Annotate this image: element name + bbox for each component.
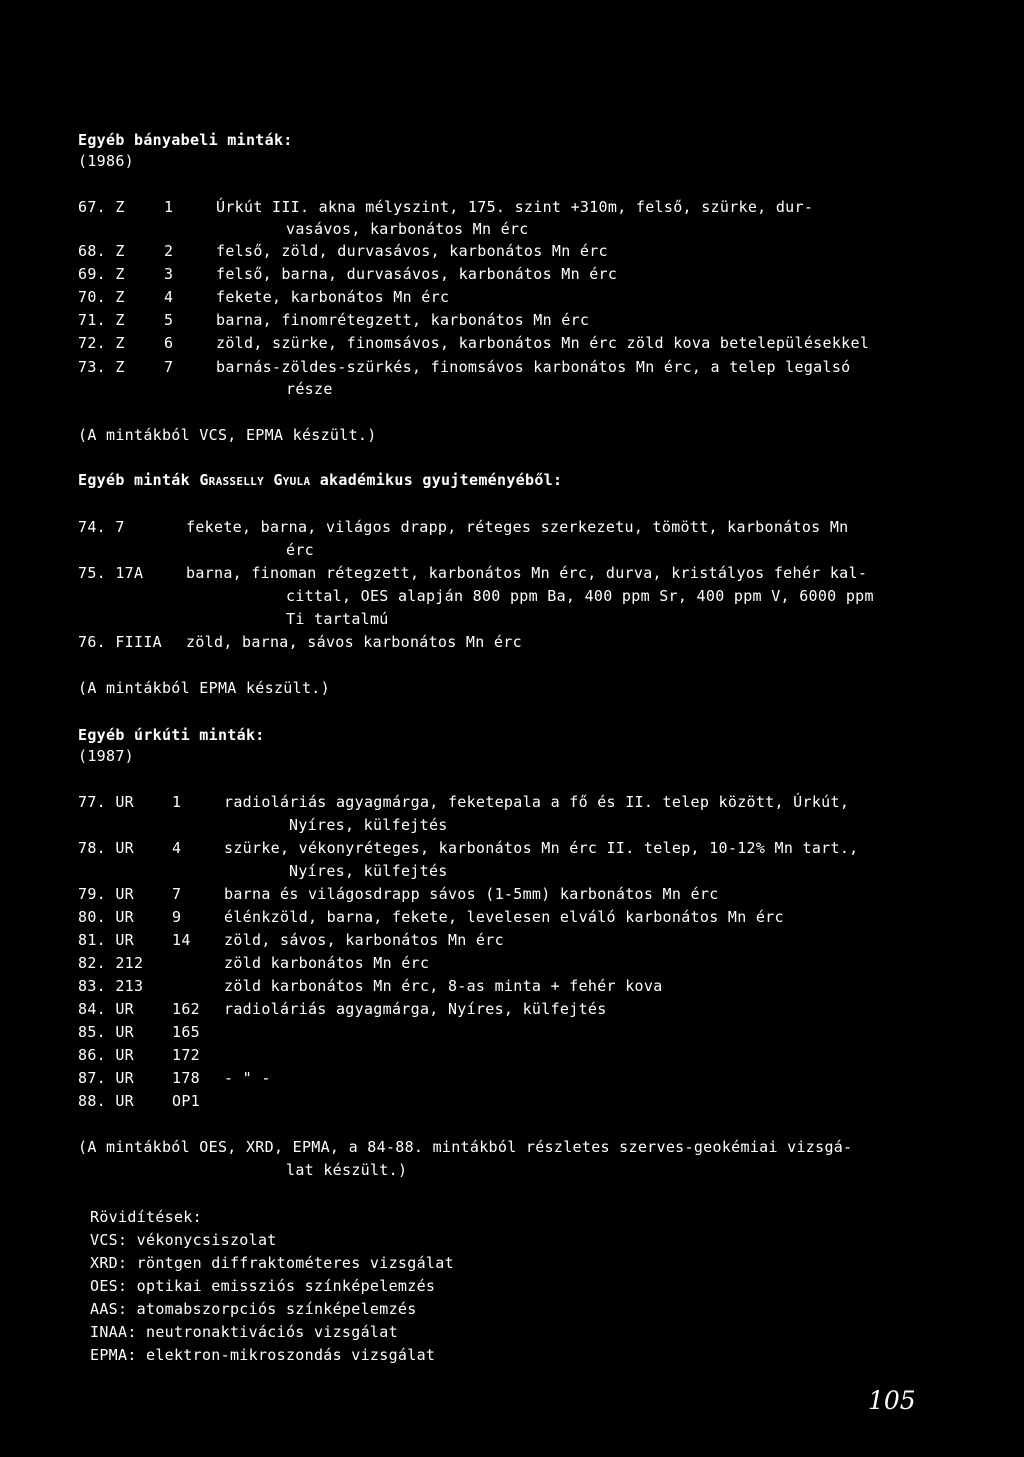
row-index: 80. UR (78, 908, 134, 926)
row-number: 7 (172, 885, 182, 903)
table-row (78, 885, 719, 903)
abbreviation-item: EPMA: elektron-mikroszondás vizsgálat (90, 1346, 436, 1364)
table-row (78, 954, 429, 972)
row-index: 81. UR (78, 931, 134, 949)
section2-heading-post: akadémikus gyujteményéből: (310, 471, 563, 489)
table-row (78, 839, 859, 857)
row-number: 165 (172, 1023, 200, 1041)
row-number: 178 (172, 1069, 200, 1087)
row-index: 87. UR (78, 1069, 134, 1087)
table-row (78, 288, 449, 306)
row-text: zöld, sávos, karbonátos Mn érc (224, 931, 504, 949)
row-text: zöld karbonátos Mn érc (224, 954, 430, 972)
section2-note: (A mintákból EPMA készült.) (78, 679, 330, 697)
row-number: 14 (172, 931, 191, 949)
section1-heading: Egyéb bányabeli minták: (78, 131, 293, 149)
row-continuation: cittal, OES alapján 800 ppm Ba, 400 ppm Sr, 400 ppm V, 6000 ppm (286, 587, 874, 605)
table-row (78, 1046, 224, 1064)
row-number: 2 (164, 242, 174, 260)
row-text: radioláriás agyagmárga, Nyíres, külfejtés (224, 1000, 607, 1018)
row-text: zöld, szürke, finomsávos, karbonátos Mn érc zöld kova betelepülésekkel (216, 334, 870, 352)
row-number: 1 (172, 793, 182, 811)
row-text: fekete, barna, világos drapp, réteges szerkezetu, tömött, karbonátos Mn (186, 518, 849, 536)
row-text: élénkzöld, barna, fekete, levelesen elváló karbonátos Mn érc (224, 908, 784, 926)
table-row (78, 265, 617, 283)
row-text: Úrkút III. akna mélyszint, 175. szint +310m, felső, szürke, dur- (216, 198, 814, 216)
row-index: 88. UR (78, 1092, 134, 1110)
row-text: barnás-zöldes-szürkés, finomsávos karbonátos Mn érc, a telep legalsó (216, 358, 851, 376)
row-number: 1 (164, 198, 174, 216)
row-number: 162 (172, 1000, 200, 1018)
row-index: 78. UR (78, 839, 134, 857)
section2-heading-pre: Egyéb minták (78, 471, 200, 489)
section2-heading (78, 471, 562, 489)
table-row (78, 1023, 224, 1041)
row-text: - " - (224, 1069, 271, 1087)
section1-year: (1986) (78, 152, 134, 170)
section3-note: (A mintákból OES, XRD, EPMA, a 84-88. mintákból részletes szerves-geokémiai vizsgá- (78, 1138, 853, 1156)
row-text: fekete, karbonátos Mn érc (216, 288, 450, 306)
row-index: 71. Z (78, 311, 125, 329)
row-index: 77. UR (78, 793, 134, 811)
section3-year: (1987) (78, 747, 134, 765)
row-index: 67. Z (78, 198, 125, 216)
abbreviation-item: XRD: röntgen diffraktométeres vizsgálat (90, 1254, 454, 1272)
row-text: szürke, vékonyréteges, karbonátos Mn érc II. telep, 10-12% Mn tart., (224, 839, 859, 857)
row-text: zöld, barna, sávos karbonátos Mn érc (186, 633, 522, 651)
row-index: 76. FIIIA (78, 633, 162, 651)
row-text: radioláriás agyagmárga, feketepala a fő és II. telep között, Úrkút, (224, 793, 850, 811)
table-row (78, 1092, 224, 1110)
row-text: felső, barna, durvasávos, karbonátos Mn érc (216, 265, 618, 283)
row-index: 72. Z (78, 334, 125, 352)
row-number: 172 (172, 1046, 200, 1064)
row-text: barna, finoman rétegzett, karbonátos Mn érc, durva, kristályos fehér kal- (186, 564, 868, 582)
table-row (78, 908, 784, 926)
table-row (78, 564, 867, 582)
row-number: 3 (164, 265, 174, 283)
row-index: 68. Z (78, 242, 125, 260)
row-number: 4 (172, 839, 182, 857)
row-continuation: Nyíres, külfejtés (289, 816, 448, 834)
row-text: zöld karbonátos Mn érc, 8-as minta + fehér kova (224, 977, 663, 995)
table-row (78, 793, 849, 811)
row-index: 79. UR (78, 885, 134, 903)
section1-note: (A mintákból VCS, EPMA készült.) (78, 426, 377, 444)
row-continuation: Ti tartalmú (286, 610, 389, 628)
table-row (78, 1000, 607, 1018)
row-index: 75. 17A (78, 564, 144, 582)
row-index: 69. Z (78, 265, 125, 283)
row-number: 7 (164, 358, 174, 376)
abbreviation-item: OES: optikai emissziós színképelemzés (90, 1277, 436, 1295)
row-text: felső, zöld, durvasávos, karbonátos Mn érc (216, 242, 608, 260)
row-continuation: vasávos, karbonátos Mn érc (286, 220, 529, 238)
row-number: 9 (172, 908, 182, 926)
table-row (78, 633, 522, 651)
row-number: 4 (164, 288, 174, 306)
row-index: 86. UR (78, 1046, 134, 1064)
table-row (78, 334, 869, 352)
row-index: 70. Z (78, 288, 125, 306)
section3-heading: Egyéb úrkúti minták: (78, 726, 265, 744)
row-continuation: Nyíres, külfejtés (289, 862, 448, 880)
row-text: barna és világosdrapp sávos (1-5mm) karbonátos Mn érc (224, 885, 719, 903)
section3-note-continuation: lat készült.) (286, 1161, 408, 1179)
table-row (78, 518, 848, 536)
table-row (78, 358, 851, 376)
row-index: 73. Z (78, 358, 125, 376)
table-row (78, 1069, 271, 1087)
row-index: 84. UR (78, 1000, 134, 1018)
table-row (78, 198, 813, 216)
table-row (78, 931, 504, 949)
table-row (78, 311, 589, 329)
row-index: 85. UR (78, 1023, 134, 1041)
row-index: 83. 213 (78, 977, 144, 995)
abbreviation-item: INAA: neutronaktivációs vizsgálat (90, 1323, 398, 1341)
page-number: 105 (868, 1386, 916, 1415)
row-continuation: része (286, 380, 333, 398)
table-row (78, 242, 608, 260)
row-index: 82. 212 (78, 954, 144, 972)
row-text: barna, finomrétegzett, karbonátos Mn érc (216, 311, 590, 329)
row-index: 74. 7 (78, 518, 125, 536)
row-continuation: érc (286, 541, 314, 559)
section2-heading-name: Grasselly Gyula (199, 471, 311, 489)
table-row (78, 977, 663, 995)
abbreviation-item: VCS: vékonycsiszolat (90, 1231, 277, 1249)
row-number: 6 (164, 334, 174, 352)
row-number: 5 (164, 311, 174, 329)
abbreviations-heading: Rövidítések: (90, 1208, 202, 1226)
abbreviation-item: AAS: atomabszorpciós színképelemzés (90, 1300, 417, 1318)
row-number: OP1 (172, 1092, 200, 1110)
